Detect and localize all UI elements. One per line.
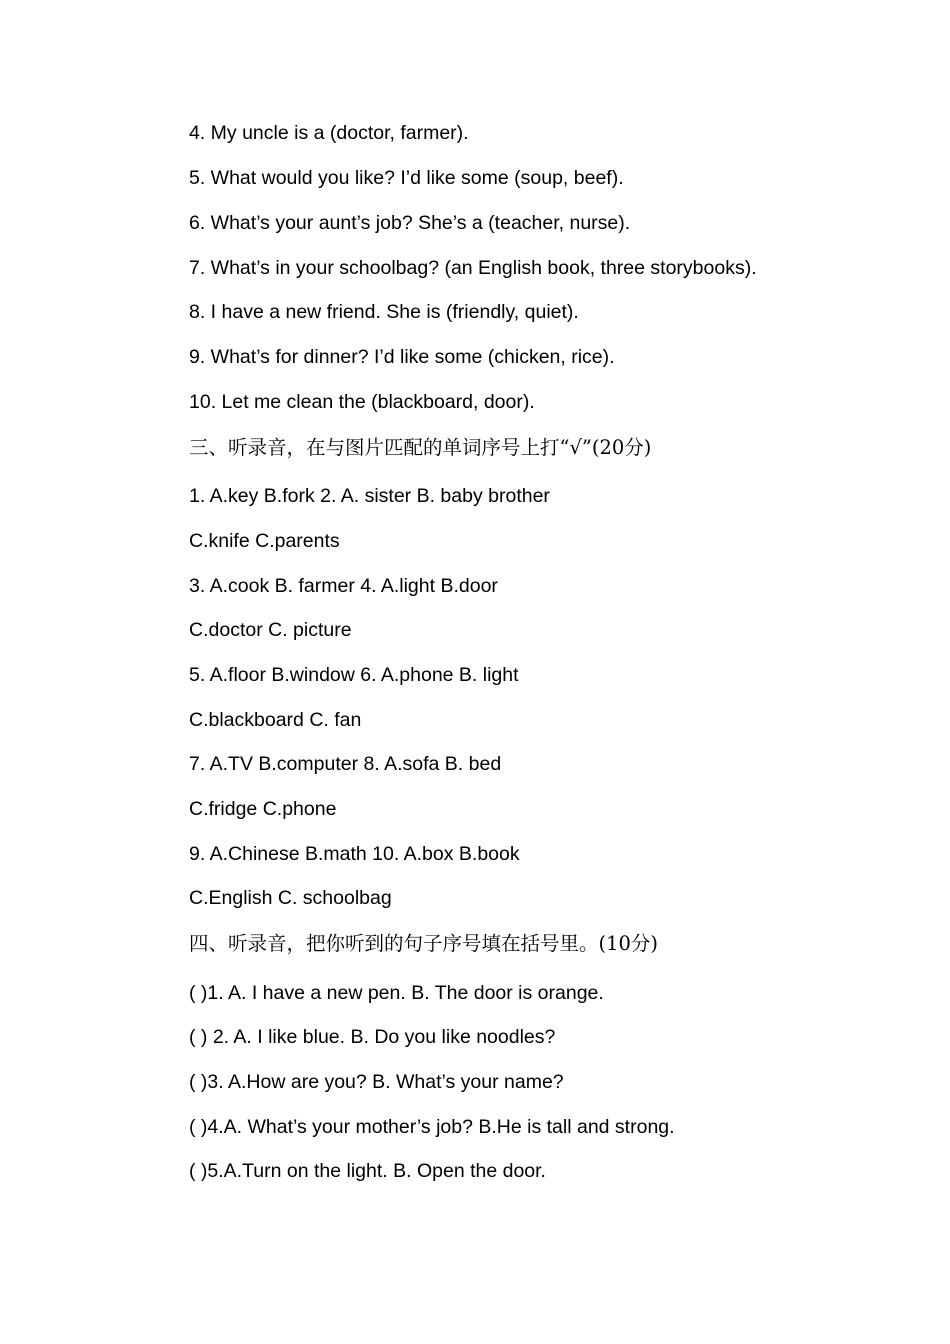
section-three-line: 3. A.cook B. farmer 4. A.light B.door	[189, 575, 498, 597]
section-three-line: 7. A.TV B.computer 8. A.sofa B. bed	[189, 753, 502, 775]
section-four-heading: 四、听录音，把你听到的句子序号填在括号里。(10分)	[189, 932, 659, 955]
section-three-line: C.doctor C. picture	[189, 619, 352, 641]
section-four-line: ( )3. A.How are you? B. What’s your name?	[189, 1071, 564, 1093]
question-4: 4. My uncle is a (doctor, farmer).	[189, 122, 469, 144]
section-three-line: C.English C. schoolbag	[189, 887, 392, 909]
section-three-line: 5. A.floor B.window 6. A.phone B. light	[189, 664, 519, 686]
section-four-line: ( )5.A.Turn on the light. B. Open the door.	[189, 1160, 546, 1182]
section-three-line: C.blackboard C. fan	[189, 709, 362, 731]
question-6: 6. What’s your aunt’s job? She’s a (teacher, nurse).	[189, 212, 631, 234]
section-four-line: ( )4.A. What’s your mother’s job? B.He is tall and strong.	[189, 1116, 675, 1138]
question-9: 9. What’s for dinner? I’d like some (chicken, rice).	[189, 346, 615, 368]
section-four-line: ( ) 2. A. I like blue. B. Do you like noodles?	[189, 1026, 556, 1048]
section-three-heading: 三、听录音，在与图片匹配的单词序号上打“√”(20分)	[189, 436, 652, 459]
section-three-line: 1. A.key B.fork 2. A. sister B. baby brother	[189, 485, 550, 507]
section-three-line: C.fridge C.phone	[189, 798, 337, 820]
section-three-line: 9. A.Chinese B.math 10. A.box B.book	[189, 843, 520, 865]
section-three-line: C.knife C.parents	[189, 530, 340, 552]
question-7: 7. What’s in your schoolbag? (an English book, three storybooks).	[189, 257, 757, 279]
section-four-line: ( )1. A. I have a new pen. B. The door is orange.	[189, 982, 604, 1004]
question-5: 5. What would you like? I’d like some (soup, beef).	[189, 167, 624, 189]
question-8: 8. I have a new friend. She is (friendly, quiet).	[189, 301, 579, 323]
question-10: 10. Let me clean the (blackboard, door).	[189, 391, 535, 413]
